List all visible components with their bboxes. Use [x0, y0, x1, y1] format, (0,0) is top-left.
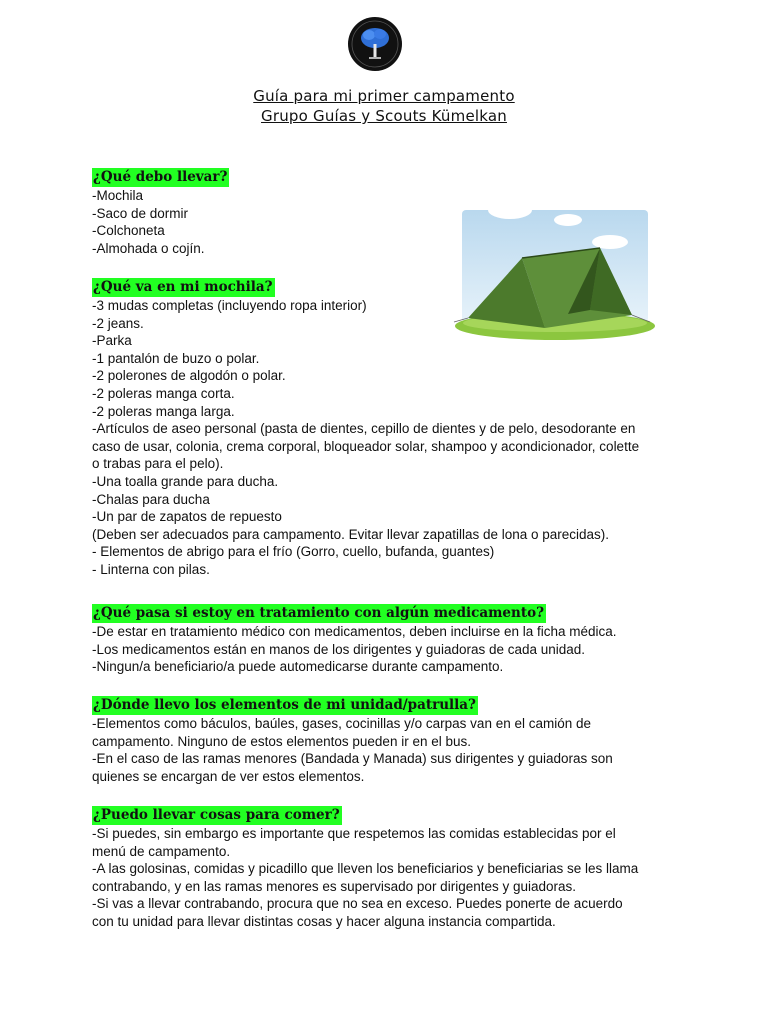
list-item: -Colchoneta: [92, 223, 165, 239]
section-mochila: [92, 278, 639, 579]
list-item: con tu unidad para llevar distintas cosas y hacer alguna instancia compartida.: [92, 913, 556, 929]
section-heading: ¿Puedo llevar cosas para comer?: [93, 807, 340, 823]
list-item: -3 mudas completas (incluyendo ropa interior): [92, 298, 367, 313]
list-item: -Un par de zapatos de repuesto: [92, 509, 282, 525]
section-elementos-unidad: [92, 696, 613, 785]
list-item: -En el caso de las ramas menores (Bandada y Manada) sus dirigentes y guiadoras son: [92, 751, 613, 767]
list-item: -Saco de dormir: [92, 205, 189, 221]
list-item: -De estar en tratamiento médico con medicamentos, deben incluirse en la ficha médica.: [92, 624, 617, 639]
section-heading: ¿Dónde llevo los elementos de mi unidad/patrulla?: [93, 697, 476, 713]
list-item: campamento. Ninguno de estos elementos pueden ir en el bus.: [92, 733, 471, 749]
section-heading: ¿Qué pasa si estoy en tratamiento con algún medicamento?: [93, 605, 544, 621]
section-comer: [92, 806, 638, 931]
list-item: -Si puedes, sin embargo es importante que respetemos las comidas establecidas por el: [92, 826, 616, 841]
list-item: -Mochila: [92, 188, 144, 203]
section-medicamento: [92, 604, 617, 676]
list-item: -Si vas a llevar contrabando, procura que no sea en exceso. Puedes ponerte de acuerdo: [92, 896, 623, 912]
list-item: -Parka: [92, 333, 132, 349]
list-item: -A las golosinas, comidas y picadillo que lleven los beneficiarios y beneficiarias se les llama: [92, 861, 639, 877]
section-que-llevar: [92, 168, 229, 257]
list-item: contrabando, y en las ramas menores es supervisado por dirigentes y guiadoras.: [92, 878, 577, 894]
list-item: -Almohada o cojín.: [92, 240, 205, 256]
list-item: menú de campamento.: [92, 843, 231, 859]
list-item: - Linterna con pilas.: [92, 561, 210, 577]
list-item: -Ningun/a beneficiario/a puede automedicarse durante campamento.: [92, 659, 504, 675]
list-item: -2 poleras manga corta.: [92, 385, 235, 401]
list-item: -Los medicamentos están en manos de los dirigentes y guiadoras de cada unidad.: [92, 641, 586, 657]
document-subtitle: Grupo Guías y Scouts Kümelkan: [261, 107, 507, 125]
list-item: -1 pantalón de buzo o polar.: [92, 350, 260, 366]
list-item: -2 polerones de algodón o polar.: [92, 368, 286, 384]
list-item: o trabas para el pelo).: [92, 456, 224, 472]
list-item: -Chalas para ducha: [92, 491, 210, 507]
list-item: -Una toalla grande para ducha.: [92, 473, 279, 489]
section-heading: ¿Qué va en mi mochila?: [93, 279, 273, 295]
list-item: -Elementos como báculos, baúles, gases, cocinillas y/o carpas van en el camión de: [92, 716, 592, 731]
list-item: -2 jeans.: [92, 315, 144, 331]
tree-logo-icon: [347, 16, 403, 72]
document-title: Guía para mi primer campamento: [253, 87, 515, 105]
list-item: -2 poleras manga larga.: [92, 403, 235, 419]
list-item: quienes se encargan de ver estos elementos.: [92, 768, 365, 784]
list-item: (Deben ser adecuados para campamento. Evitar llevar zapatillas de lona o parecidas).: [92, 526, 610, 542]
section-heading: ¿Qué debo llevar?: [93, 169, 228, 185]
list-item: - Elementos de abrigo para el frío (Gorro, cuello, bufanda, guantes): [92, 544, 495, 560]
list-item: -Artículos de aseo personal (pasta de dientes, cepillo de dientes y de pelo, desodorante en: [92, 421, 636, 437]
list-item: caso de usar, colonia, crema corporal, bloqueador solar, shampoo y acondicionador, colette: [92, 438, 640, 454]
